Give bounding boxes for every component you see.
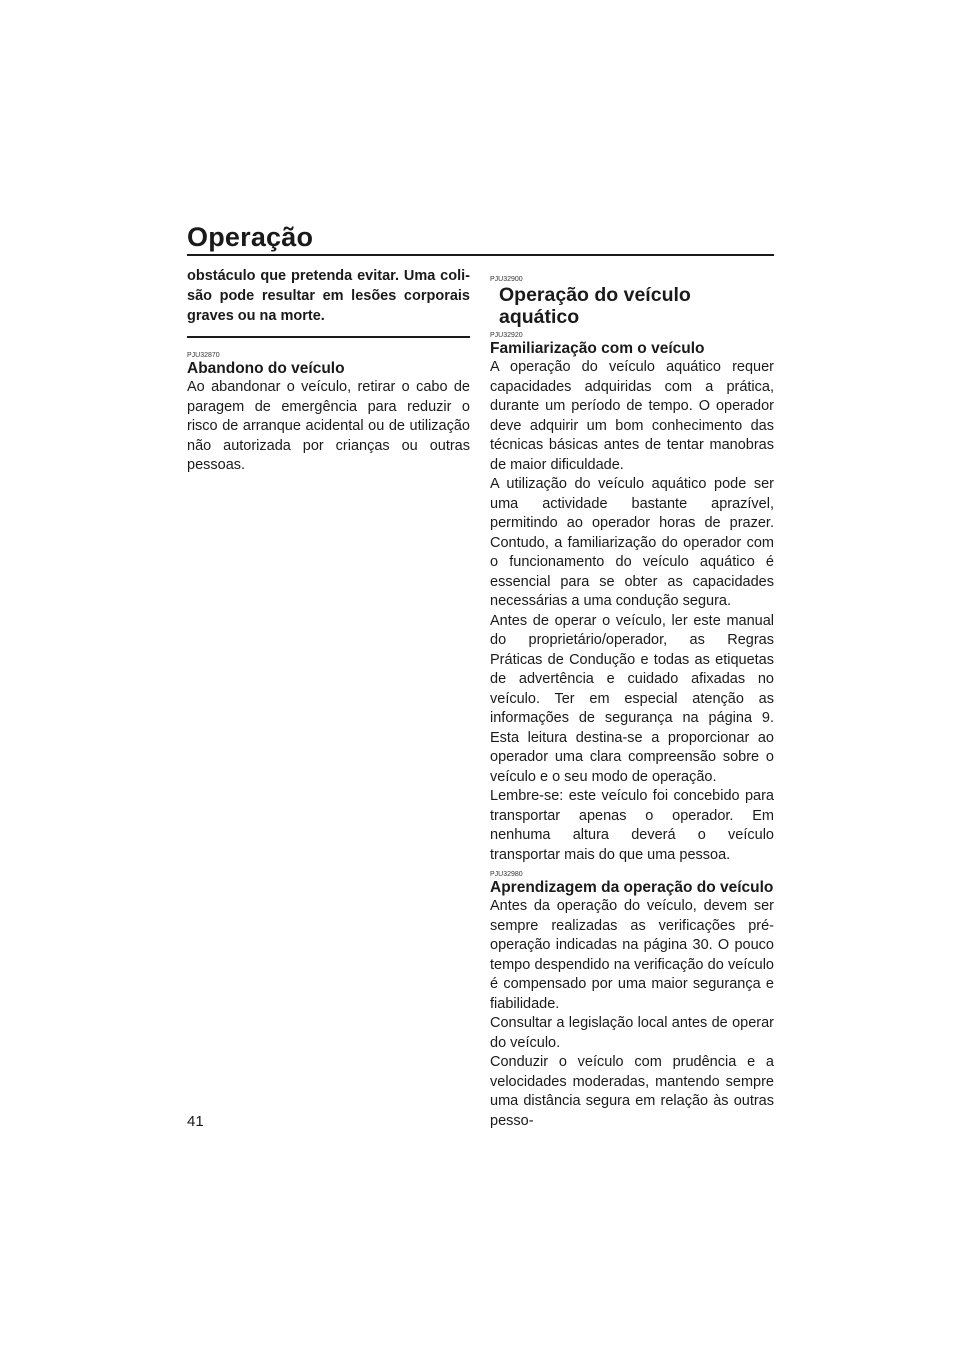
section-code: PJU32980 [490, 871, 523, 878]
paragraph: Conduzir o veículo com prudência e a velocidades moderadas, mantendo sempre uma distância segura em relação às outras pesso- [490, 1054, 774, 1129]
warning-continuation: obstáculo que pretenda evitar. Uma colisão pode resultar em lesões corporais graves ou na morte. [187, 268, 470, 324]
paragraph: Lembre-se: este veículo foi concebido para transportar apenas o operador. Em nenhuma altura deverá o veículo transportar mais do que uma pessoa. [490, 788, 774, 863]
warning-end-rule [187, 336, 470, 338]
paragraph: Consultar a legislação local antes de operar do veículo. [490, 1015, 774, 1051]
page-number: 41 [187, 1113, 204, 1130]
paragraph: A utilização do veículo aquático pode ser uma actividade bastante aprazível, permitindo ao operador horas de prazer. Contudo, a familiarização do operador com o funcionamento do veículo aquático é essencial para se obter as capacidades necessárias a uma condução segura. [490, 476, 774, 609]
section-code: PJU32920 [490, 332, 523, 339]
paragraph: Antes de operar o veículo, ler este manual do proprietário/operador, as Regras Práticas de Condução e todas as etiquetas de advertência e cuidado afixadas no veículo. Ter em especial atenção as informações de segurança na página 9. Esta leitura destina-se a proporcionar ao operador uma clara compreensão sobre o veículo e o seu modo de operação. [490, 612, 774, 785]
paragraph: A operação do veículo aquático requer capacidades adquiridas com a prática, durante um período de tempo. O operador deve adquirir um bom conhecimento das técnicas básicas antes de tentar manobras de maior dificuldade. [490, 359, 774, 473]
paragraph: Ao abandonar o veículo, retirar o cabo de paragem de emergência para reduzir o risco de arranque acidental ou de utilização não autorizada por crianças ou outras pessoas. [187, 379, 470, 473]
paragraph: Antes da operação do veículo, devem ser sempre realizadas as verificações pré-operação indicadas na página 30. O pouco tempo despendido na verificação do veículo é compensado por uma maior segurança e fiabilidade. [490, 898, 774, 1012]
page-header-title: Operação [187, 222, 314, 252]
section-heading-aprendizagem: Aprendizagem da operação do veículo [490, 879, 774, 896]
header-rule [187, 254, 774, 256]
section-heading-familiarizacao: Familiarização com o veículo [490, 340, 705, 357]
section-code: PJU32870 [187, 352, 220, 359]
section-code: PJU32900 [490, 276, 523, 283]
section-heading-abandono: Abandono do veículo [187, 360, 345, 377]
right-column [490, 266, 774, 1131]
left-column [187, 266, 470, 476]
section-heading-main: Operação do veículo aquático [499, 284, 691, 328]
